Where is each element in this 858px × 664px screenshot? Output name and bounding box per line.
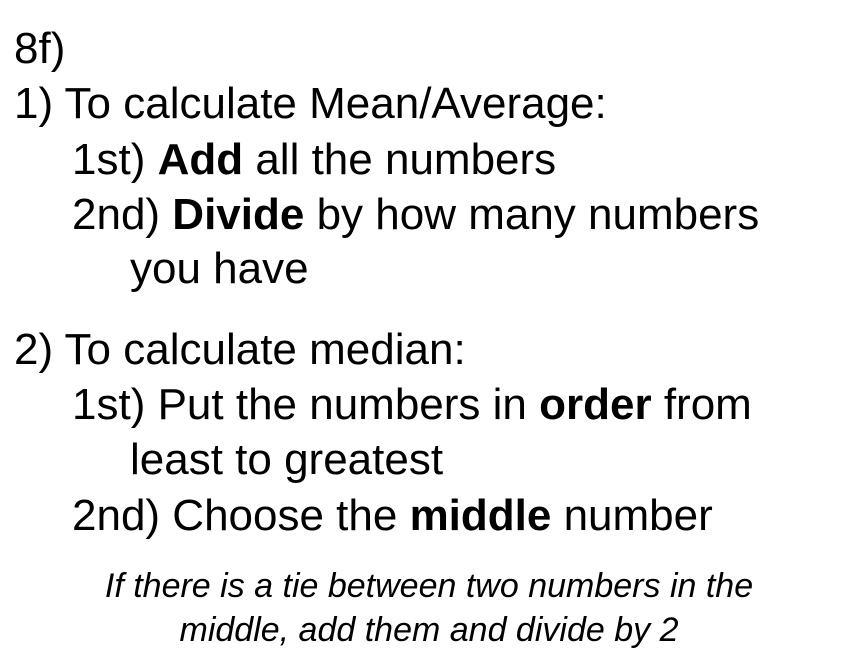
median-section-title: 2) To calculate median: xyxy=(14,325,466,374)
median-step-2-keyword: middle xyxy=(409,491,552,540)
median-step-1-keyword: order xyxy=(539,380,652,429)
mean-step-1-keyword: Add xyxy=(157,135,244,184)
slide-heading: 8f) xyxy=(14,24,66,73)
tie-note-line-1: If there is a tie between two numbers in the xyxy=(104,567,754,605)
median-step-2 xyxy=(72,491,713,541)
median-step-2-suffix: number xyxy=(551,491,713,540)
median-step-1-prefix: 1st) Put the numbers in xyxy=(72,380,540,429)
mean-step-2-prefix: 2nd) xyxy=(72,190,173,239)
mean-step-1-suffix: all the numbers xyxy=(243,135,557,184)
median-step-2-prefix: 2nd) Choose the xyxy=(72,491,410,540)
mean-step-1 xyxy=(72,135,556,185)
mean-step-2-keyword: Divide xyxy=(172,190,305,239)
tie-note-line-2: middle, add them and divide by 2 xyxy=(179,611,679,649)
mean-section-title: 1) To calculate Mean/Average: xyxy=(14,79,607,128)
mean-step-2-suffix: by how many numbers xyxy=(304,190,760,239)
median-step-1-suffix: from xyxy=(651,380,752,429)
median-step-1-continuation: least to greatest xyxy=(130,435,444,484)
mean-step-1-prefix: 1st) xyxy=(72,135,158,184)
mean-step-2-continuation: you have xyxy=(130,244,309,293)
median-step-1 xyxy=(72,380,752,430)
mean-step-2 xyxy=(72,190,759,240)
